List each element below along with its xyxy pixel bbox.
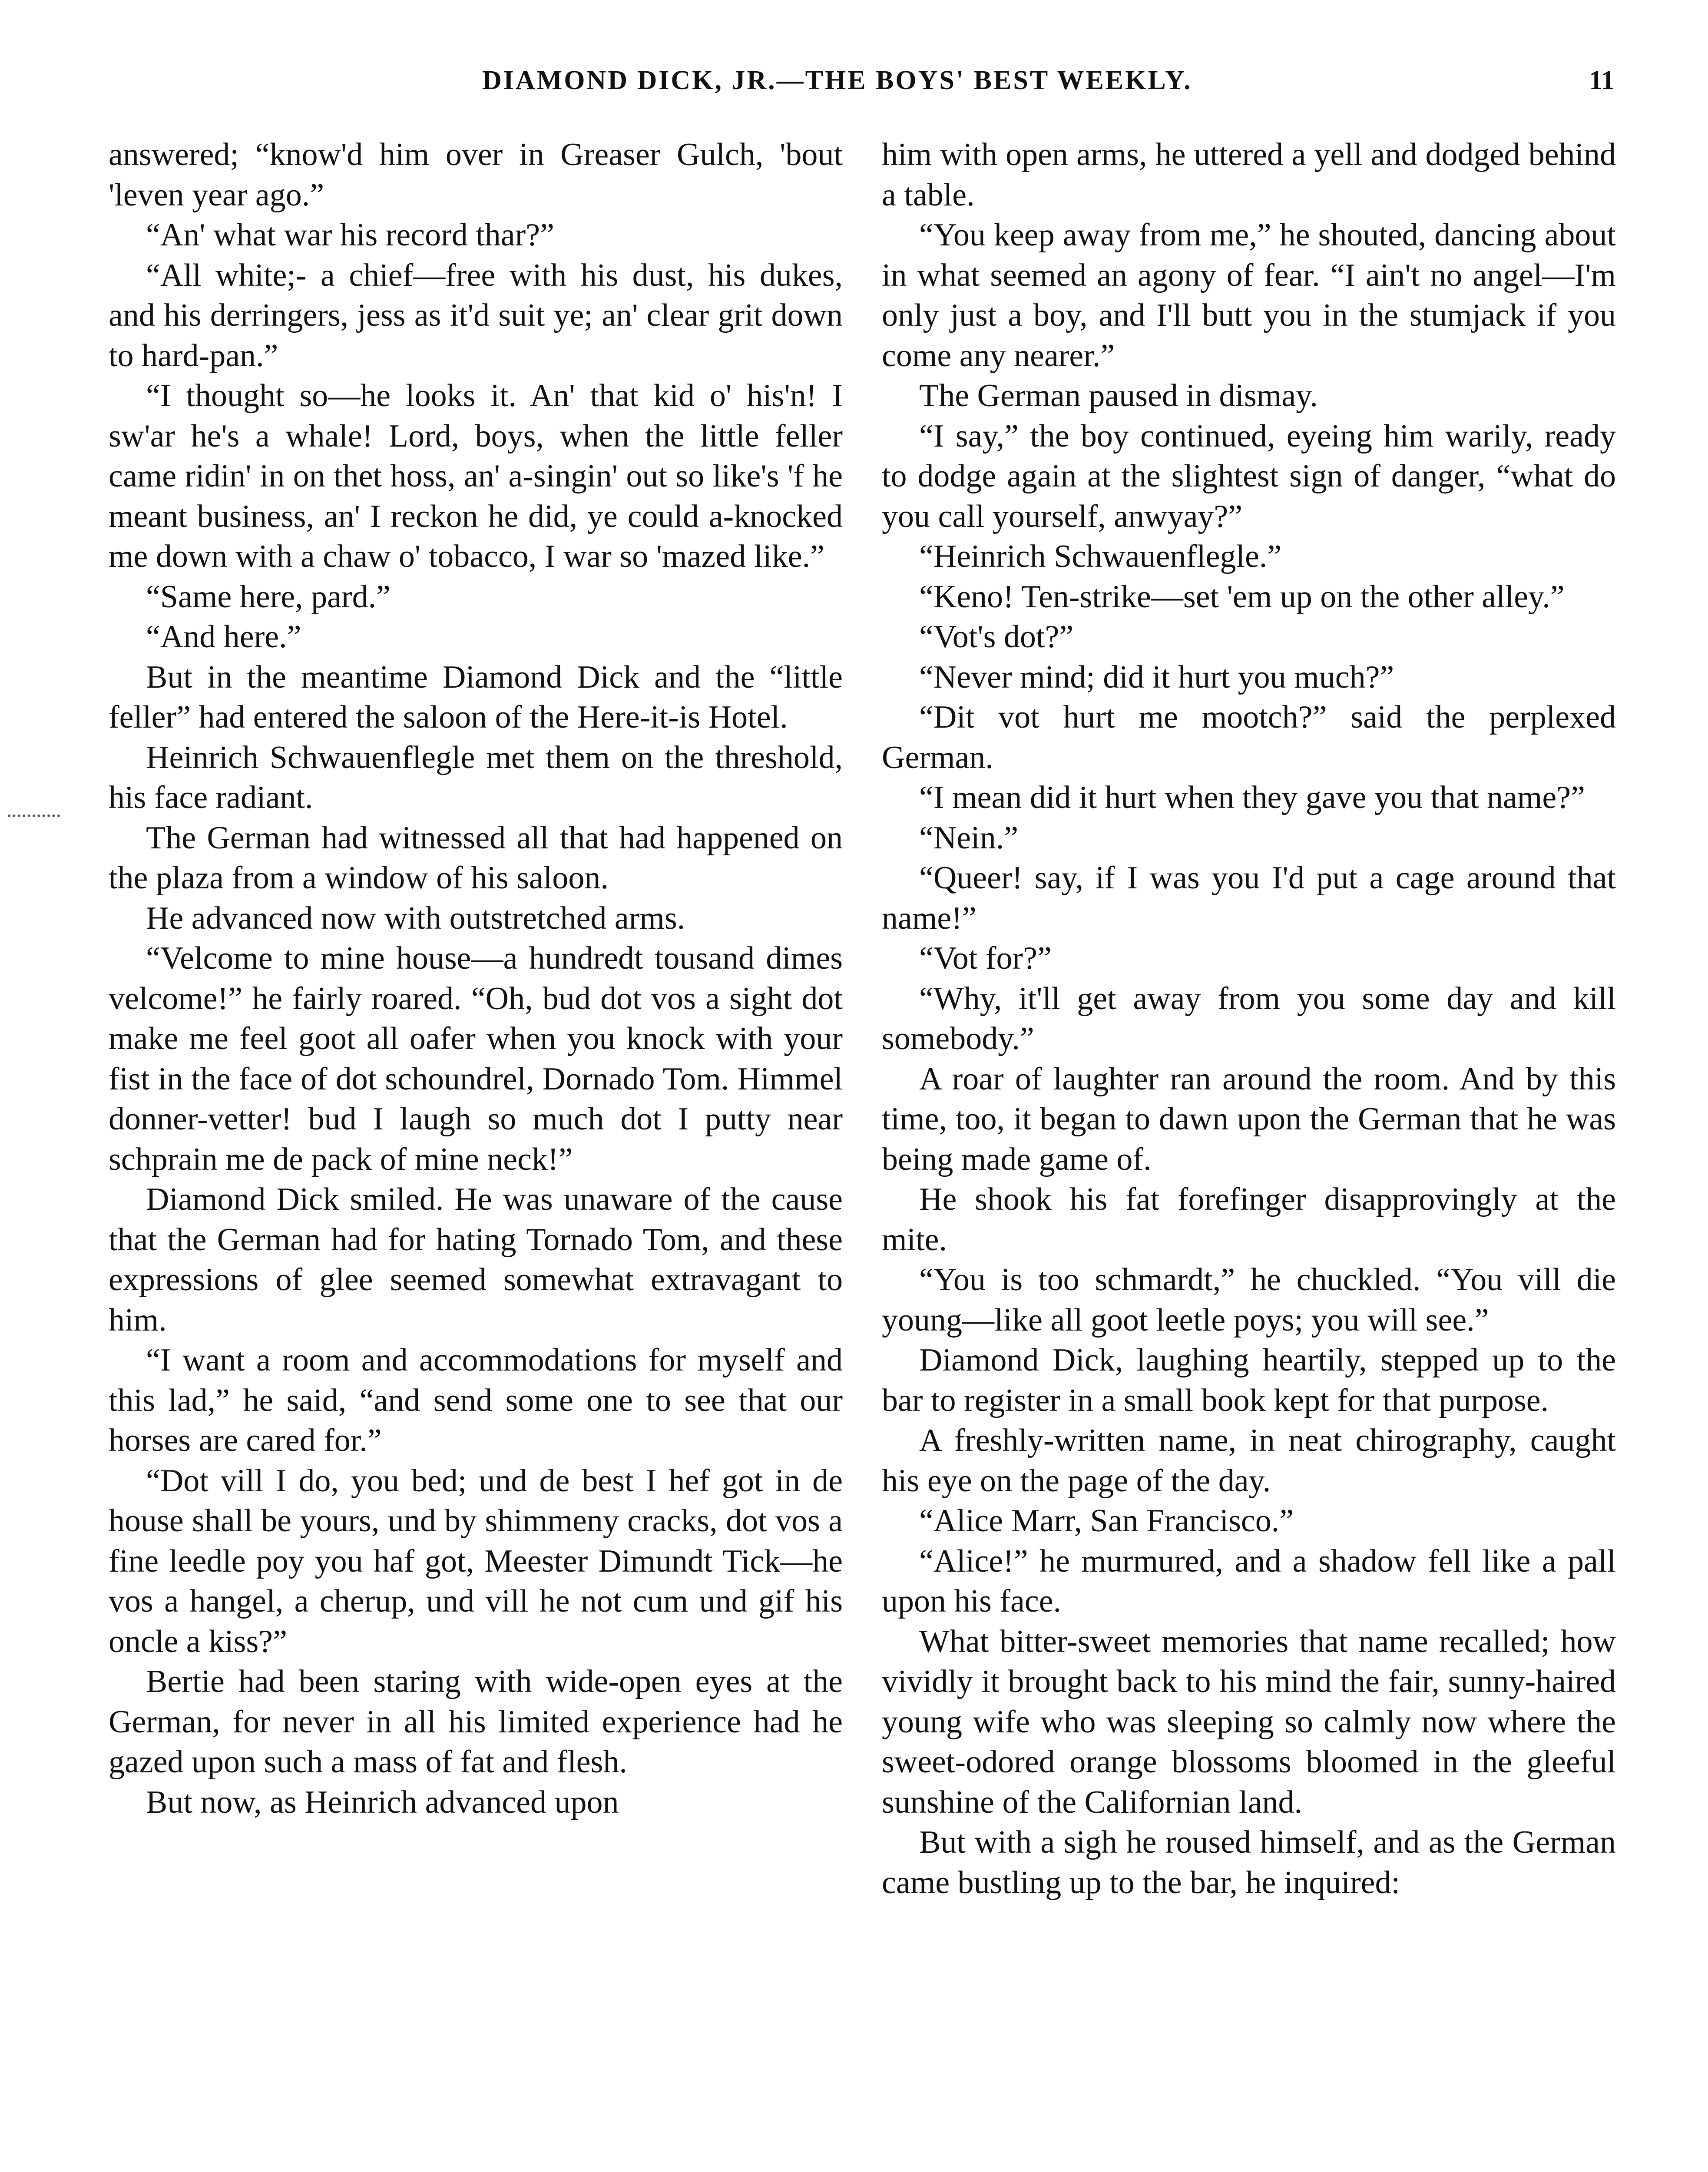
paragraph: “Queer! say, if I was you I'd put a cage around that name!”	[882, 860, 1616, 936]
paragraph: “And here.”	[146, 619, 301, 655]
paragraph: But now, as Heinrich advanced upon	[146, 1784, 619, 1820]
paragraph: Diamond Dick, laughing heartily, stepped up to the bar to register in a small book kept for that purpose.	[882, 1342, 1616, 1418]
paragraph: “Nein.”	[919, 820, 1019, 856]
paragraph: The German had witnessed all that had happened on the plaza from a window of his saloon.	[109, 820, 843, 896]
paragraph: Bertie had been staring with wide-open eyes at the German, for never in all his limited experience had he gazed upon such a mass of fat and flesh.	[109, 1664, 843, 1780]
paragraph: The German paused in dismay.	[919, 378, 1318, 414]
paragraph: He shook his fat forefinger disapprovingly at the mite.	[882, 1182, 1616, 1258]
paragraph: A freshly-written name, in neat chirography, caught his eye on the page of the day.	[882, 1423, 1616, 1499]
paragraph: Diamond Dick smiled. He was unaware of the cause that the German had for hating Tornado Tom, and these expressions of glee seemed somewhat extravagant to him.	[109, 1182, 843, 1338]
paragraph: “Never mind; did it hurt you much?”	[919, 659, 1394, 695]
paragraph: Heinrich Schwauenflegle met them on the threshold, his face radiant.	[109, 739, 843, 815]
paragraph: “Dot vill I do, you bed; und de best I hef got in de house shall be yours, und by shimmeny cracks, dot vos a fine leedle poy you haf got, Meester Dimundt Tick—he vos a hangel, a cherup, und vill he not cum und gif his oncle a kiss?”	[109, 1463, 843, 1659]
paragraph: “Same here, pard.”	[146, 579, 391, 615]
paragraph: answered; “know'd him over in Greaser Gulch, 'bout 'leven year ago.”	[109, 137, 843, 213]
paragraph: “Why, it'll get away from you some day and kill somebody.”	[882, 980, 1616, 1056]
paragraph: “Dit vot hurt me mootch?” said the perplexed German.	[882, 699, 1616, 775]
paragraph: him with open arms, he uttered a yell and dodged behind a table.	[882, 137, 1616, 213]
paragraph: “Vot's dot?”	[919, 619, 1074, 655]
paragraph: “An' what war his record thar?”	[146, 217, 554, 253]
paragraph: A roar of laughter ran around the room. And by this time, too, it began to dawn upon the German that he was being made game of.	[882, 1061, 1616, 1177]
paragraph: “I thought so—he looks it. An' that kid o' his'n! I sw'ar he's a whale! Lord, boys, when the little feller came ridin' in on thet hoss, an' a-singin' out so like's 'f he meant business, an' I reckon he did, ye could a-knocked me down with a chaw o' tobacco, I war so 'mazed like.”	[109, 378, 843, 574]
paragraph: What bitter-sweet memories that name recalled; how vividly it brought back to his mind the fair, sunny-haired young wife who was sleeping so calmly now where the sweet-odored orange blossoms bloomed in the gleeful sunshine of the Californian land.	[882, 1623, 1616, 1820]
paragraph: “Vot for?”	[919, 940, 1052, 976]
paragraph: He advanced now with outstretched arms.	[146, 900, 685, 936]
paragraph: “I want a room and accommodations for myself and this lad,” he said, “and send some one to see that our horses are cared for.”	[109, 1342, 843, 1458]
left-column	[109, 135, 843, 2172]
running-title: DIAMOND DICK, JR.—THE BOYS' BEST WEEKLY.	[482, 66, 1192, 95]
paragraph: “You keep away from me,” he shouted, dancing about in what seemed an agony of fear. “I ain't no angel—I'm only just a boy, and I'll butt you in the stumjack if you come any nearer.”	[882, 217, 1616, 374]
paragraph: “I mean did it hurt when they gave you that name?”	[919, 780, 1585, 815]
paragraph: “You is too schmardt,” he chuckled. “You vill die young—like all goot leetle poys; you will see.”	[882, 1262, 1616, 1338]
page-number: 11	[1589, 66, 1615, 95]
paragraph: But in the meantime Diamond Dick and the “little feller” had entered the saloon of the Here-it-is Hotel.	[109, 659, 843, 735]
paragraph: But with a sigh he roused himself, and as the German came bustling up to the bar, he inquired:	[882, 1824, 1616, 1900]
page-header	[0, 65, 1708, 113]
paragraph: “Heinrich Schwauenflegle.”	[919, 539, 1282, 574]
paragraph: “Velcome to mine house—a hundredt tousand dimes velcome!” he fairly roared. “Oh, bud dot vos a sight dot make me feel goot all oafer when you knock with your fist in the face of dot schoundrel, Dornado Tom. Himmel donner-vetter! bud I laugh so much dot I putty near schprain me de pack of mine neck!”	[109, 940, 843, 1177]
paragraph: “Keno! Ten-strike—set 'em up on the other alley.”	[919, 579, 1565, 615]
paragraph: “Alice Marr, San Francisco.”	[919, 1503, 1294, 1539]
right-column	[882, 135, 1616, 2172]
paragraph: “All white;- a chief—free with his dust, his dukes, and his derringers, jess as it'd suit ye; an' clear grit down to hard-pan.”	[109, 257, 843, 374]
paragraph: “I say,” the boy continued, eyeing him warily, ready to dodge again at the slightest sign of danger, “what do you call yourself, anwyay?”	[882, 418, 1616, 534]
margin-mark	[8, 814, 60, 817]
paragraph: “Alice!” he murmured, and a shadow fell like a pall upon his face.	[882, 1543, 1616, 1619]
